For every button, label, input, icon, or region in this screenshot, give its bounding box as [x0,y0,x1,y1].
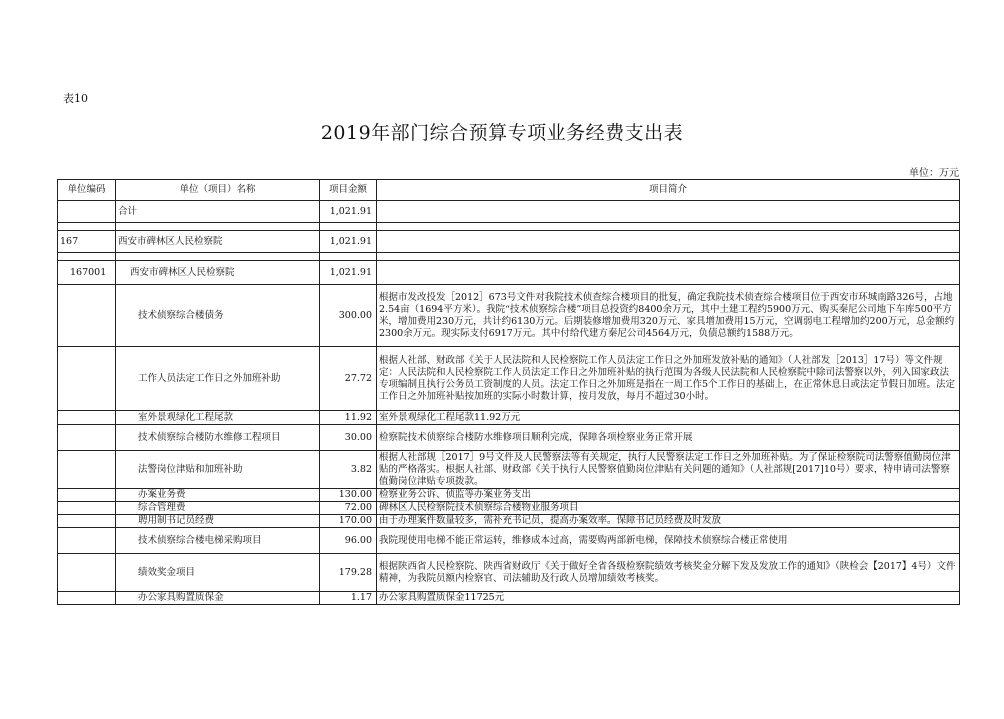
table-row [58,223,960,231]
description-cell: 检察院技术侦察综合楼防水维修项目顺利完成，保障各项检察业务正常开展 [377,425,960,451]
unit-code-cell [58,554,116,592]
unit-code-cell [58,489,116,502]
unit-name-cell: 综合管理费 [116,502,320,515]
unit-name-cell: 法警岗位津贴和加班补助 [116,451,320,489]
page-title: 2019年部门综合预算专项业务经费支出表 [320,122,684,144]
budget-table [57,179,960,605]
table-row [58,231,960,253]
unit-code-cell [58,223,116,231]
description-cell [377,253,960,261]
table-row [58,261,960,285]
unit-name-cell: 室外景观绿化工程尾款 [116,411,320,425]
unit-code-cell [58,347,116,411]
unit-code-cell: 167001 [58,261,116,285]
table-row [58,592,960,605]
unit-name-cell: 绩效奖金项目 [116,554,320,592]
unit-name-cell: 聘用制书记员经费 [116,515,320,528]
description-cell: 办公家具购置质保金11725元 [377,592,960,605]
unit-code-cell [58,592,116,605]
description-cell [377,223,960,231]
unit-name-cell: 技术侦察综合楼防水维修工程项目 [116,425,320,451]
description-cell: 根据人社部、财政部《关于人民法院和人民检察院工作人员法定工作日之外加班发放补贴的通知》（人社部发［2013］17号）等文件规定：人民法院和人民检察院工作人员法定工作日之外加班补贴的执行范围为各级人民法院和人民检察院中除司法警察以外，列入国家政法专项编制且执行公务员工资制度的人员。法定工作日之外加班是指在一周工作5个工作日的基础上，在正常休息日或法定节假日加班。法定工作日之外加班补贴按加班的实际小时数计算，按月发放，每月不超过30小时。 [377,347,960,411]
amount-cell: 1.17 [320,592,377,605]
table-row [58,411,960,425]
amount-cell [320,253,377,261]
unit-name-cell [116,223,320,231]
description-cell: 根据市发改投发［2012］673号文件对我院技术侦查综合楼项目的批复，确定我院技术侦查综合楼项目位于西安市环城南路326号，占地2.54亩（1694平方米）。我院“技术侦察综合楼”项目总投资约8400余万元，其中土建工程约5900万元、购买秦尼公司地下车库500平方米，增加费用230万元，共计约6130万元。后期装修增加费用320万元、家具增加费用15万元，空调弱电工程增加约200万元，总金额约2300余万元。现实际支付6917万元。其中付给代建方秦尼公司4564万元，负债总额约1588万元。 [377,285,960,347]
table-number: 表10 [63,92,88,105]
amount-cell: 30.00 [320,425,377,451]
table-row [58,347,960,411]
unit-code-cell [58,515,116,528]
amount-cell: 1,021.91 [320,201,377,223]
table-header-row [58,180,960,201]
amount-cell: 96.00 [320,528,377,554]
amount-cell: 179.28 [320,554,377,592]
column-header-code: 单位编码 [58,180,116,201]
column-header-amount: 项目金额 [320,180,377,201]
amount-cell: 170.00 [320,515,377,528]
amount-cell: 72.00 [320,502,377,515]
amount-cell: 3.82 [320,451,377,489]
unit-name-cell [116,253,320,261]
amount-cell: 11.92 [320,411,377,425]
unit-code-cell [58,425,116,451]
unit-code-cell [58,285,116,347]
unit-label: 单位：万元 [909,168,959,179]
unit-name-cell: 技术侦察综合楼电梯采购项目 [116,528,320,554]
description-cell [377,231,960,253]
table-body [58,201,960,605]
unit-name-cell: 工作人员法定工作日之外加班补助 [116,347,320,411]
unit-name-cell: 西安市碑林区人民检察院 [116,231,320,253]
description-cell: 检察业务公诉、侦监等办案业务支出 [377,489,960,502]
amount-cell: 1,021.91 [320,231,377,253]
table-row [58,253,960,261]
column-header-description: 项目简介 [377,180,960,201]
amount-cell: 27.72 [320,347,377,411]
amount-cell [320,223,377,231]
unit-code-cell [58,411,116,425]
description-cell: 根据陕西省人民检察院、陕西省财政厅《关于做好全省各级检察院绩效考核奖金分解下发及发放工作的通知》（陕检会【2017】4号）文件精神，为我院员额内检察官、司法辅助及行政人员增加绩效考核奖。 [377,554,960,592]
unit-code-cell [58,528,116,554]
unit-name-cell: 办案业务费 [116,489,320,502]
unit-name-cell: 技术侦察综合楼债务 [116,285,320,347]
amount-cell: 300.00 [320,285,377,347]
description-cell: 碑林区人民检察院技术侦察综合楼物业服务项目 [377,502,960,515]
unit-name-cell: 合计 [116,201,320,223]
unit-name-cell: 西安市碑林区人民检察院 [116,261,320,285]
amount-cell: 130.00 [320,489,377,502]
description-cell: 我院现使用电梯不能正常运转，维修成本过高，需要购两部新电梯，保障技术侦察综合楼正常使用 [377,528,960,554]
amount-cell: 1,021.91 [320,261,377,285]
description-cell: 室外景观绿化工程尾款11.92万元 [377,411,960,425]
column-header-name: 单位（项目）名称 [116,180,320,201]
unit-code-cell [58,451,116,489]
table-row [58,528,960,554]
table-row [58,285,960,347]
unit-code-cell [58,502,116,515]
description-cell [377,261,960,285]
table-row [58,489,960,502]
unit-code-cell: 167 [58,231,116,253]
unit-code-cell [58,253,116,261]
table-row [58,201,960,223]
table-row [58,515,960,528]
description-cell: 由于办理案件数量较多，需补充书记员，提高办案效率。保障书记员经费及时发放 [377,515,960,528]
unit-code-cell [58,201,116,223]
description-cell: 根据人社部规［2017］9号文件及人民警察法等有关规定，执行人民警察法定工作日之外加班补贴。为了保证检察院司法警察值勤岗位津贴的严格落实。根据人社部、财政部《关于执行人民警察值勤岗位津贴有关问题的通知》（人社部规[2017]10号）要求，特申请司法警察值勤岗位津贴专项拨款。 [377,451,960,489]
table-row [58,554,960,592]
description-cell [377,201,960,223]
unit-name-cell: 办公家具购置质保金 [116,592,320,605]
table-row [58,425,960,451]
table-row [58,502,960,515]
table-row [58,451,960,489]
